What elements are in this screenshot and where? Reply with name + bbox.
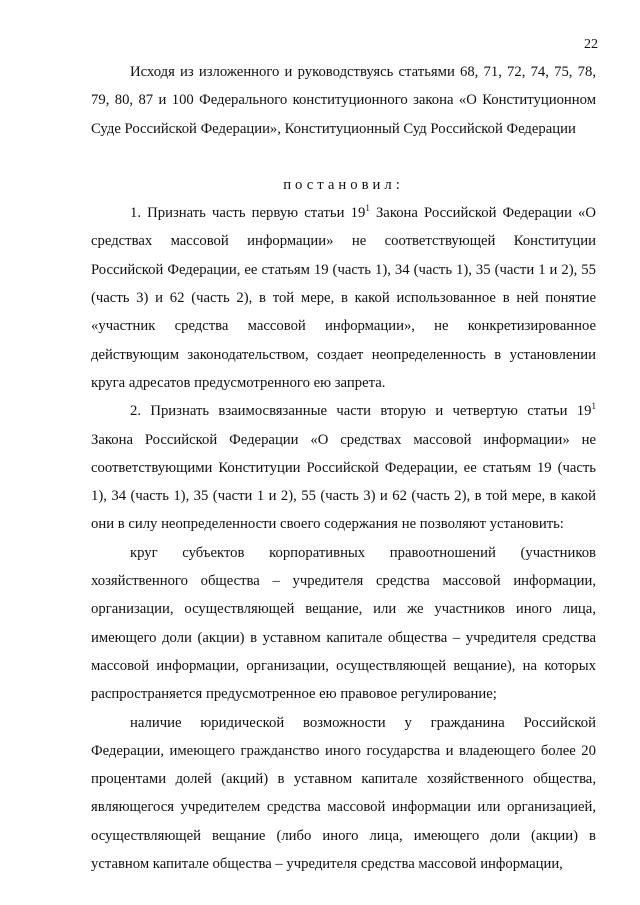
- decision-items: [91, 199, 596, 878]
- decision-item-2-text-start: 2. Признать взаимосвязанные части вторую и четвертую статьи 19: [130, 403, 592, 420]
- decision-subitem-2: наличие юридической возможности у гражданина Российской Федерации, имеющего гражданство иного государства и владеющего более 20 процентами долей (акций) в уставном капитале хозяйственного общества, являющегося учредителем средства массовой информации или организацией, осуществляющей вещание (либо иного лица, имеющего доли (акции) в уставном капитале общества – учредителя средства массовой информации,: [91, 714, 596, 873]
- article-superscript: 1: [365, 203, 370, 214]
- decision-item-2-text-end: Закона Российской Федерации «О средствах массовой информации» не соответствующими Конституции Российской Федерации, ее статьям 19 (часть 1), 34 (часть 1), 35 (части 1 и 2), 55 (часть 3) и 62 (часть 2), в той мере, в какой они в силу неопределенности своего содержания не позволяют установить:: [91, 431, 596, 533]
- decision-item-1: [91, 199, 596, 397]
- article-superscript: 1: [591, 401, 596, 412]
- decision-item-1-text-start: 1. Признать часть первую статьи 19: [130, 205, 366, 222]
- decision-subitem-1: круг субъектов корпоративных правоотношений (участников хозяйственного общества – учредителя средства массовой информации, организации, осуществляющей вещание, или же участников иного лица, имеющего доли (акции) в уставном капитале общества – учредителя средства массовой информации, организации, осуществляющей вещание), на которых распространяется предусмотренное ею правовое регулирование;: [91, 544, 596, 703]
- document-body: [91, 58, 596, 878]
- decision-item-1-text-end: Закона Российской Федерации «О средствах массовой информации» не соответствующей Конституции Российской Федерации, ее статьям 19 (часть 1), 34 (часть 1), 35 (части 1 и 2), 55 (часть 3) и 62 (часть 2), в той мере, в какой использованное в ней понятие «участник средства массовой информации», не конкретизированное действующим законодательством, создает неопределенность в установлении круга адресатов предусмотренного ею запрета.: [91, 205, 596, 391]
- intro-paragraph: Исходя из изложенного и руководствуясь статьями 68, 71, 72, 74, 75, 78, 79, 80, 87 и 100 Федерального конституционного закона «О Конституционном Суде Российской Федерации», Конституционный Суд Российской Федерации: [91, 64, 596, 137]
- decision-heading: постановил:: [283, 176, 404, 193]
- page-number: 22: [584, 37, 598, 52]
- decision-item-2: [91, 397, 596, 538]
